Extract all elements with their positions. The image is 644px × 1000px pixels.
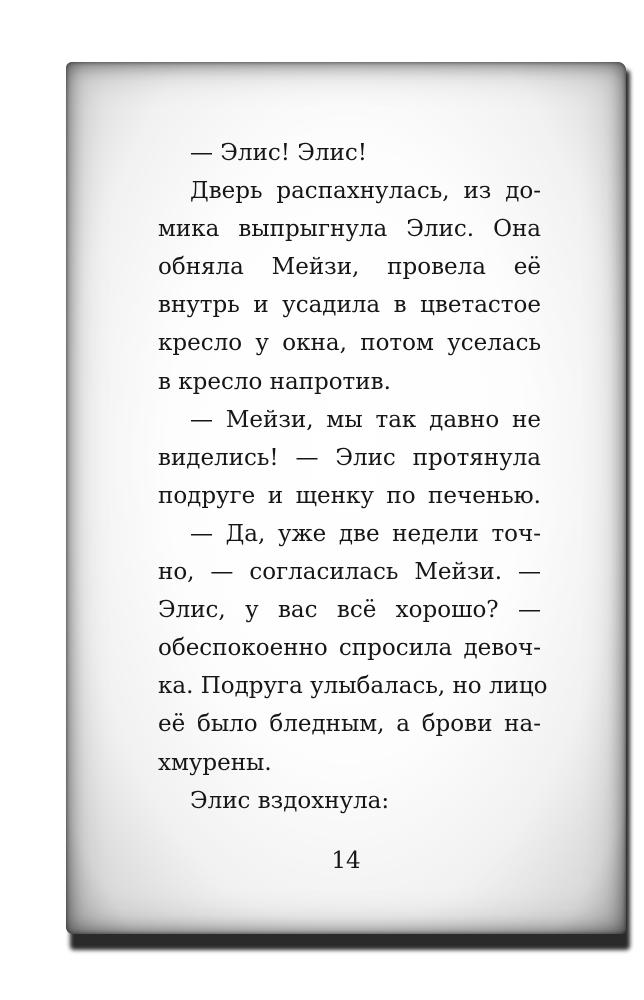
text-line: внутрь и усадила в цветастое (158, 292, 541, 319)
text-line: в кресло напротив. (158, 368, 391, 395)
text-line: виделись! — Элис протянула (158, 444, 541, 471)
text-line: Элис, у вас всё хорошо? — (158, 597, 541, 624)
text-line: но, — согласилась Мейзи. — (158, 559, 541, 586)
book-page (66, 62, 626, 934)
text-line: Элис вздохнула: (190, 787, 390, 814)
text-line: ка. Подруга улыбалась, но лицо (158, 673, 548, 700)
text-line: обеспокоенно спросила девоч- (158, 635, 541, 662)
page-text (158, 134, 548, 820)
text-line: — Элис! Элис! (190, 140, 367, 166)
text-line: Дверь распахнулась, из до- (190, 178, 541, 205)
text-line: обняла Мейзи, провела её (158, 254, 541, 281)
text-line: — Да, уже две недели точ- (190, 520, 541, 547)
text-line: — Мейзи, мы так давно не (190, 406, 541, 433)
text-line: кресло у окна, потом уселась (158, 330, 541, 357)
page-number: 14 (331, 848, 361, 874)
text-line: хмурены. (158, 749, 272, 776)
text-line: мика выпрыгнула Элис. Она (158, 216, 541, 243)
text-line: подруге и щенку по печенью. (158, 482, 541, 509)
text-line: её было бледным, а брови на- (158, 711, 541, 738)
